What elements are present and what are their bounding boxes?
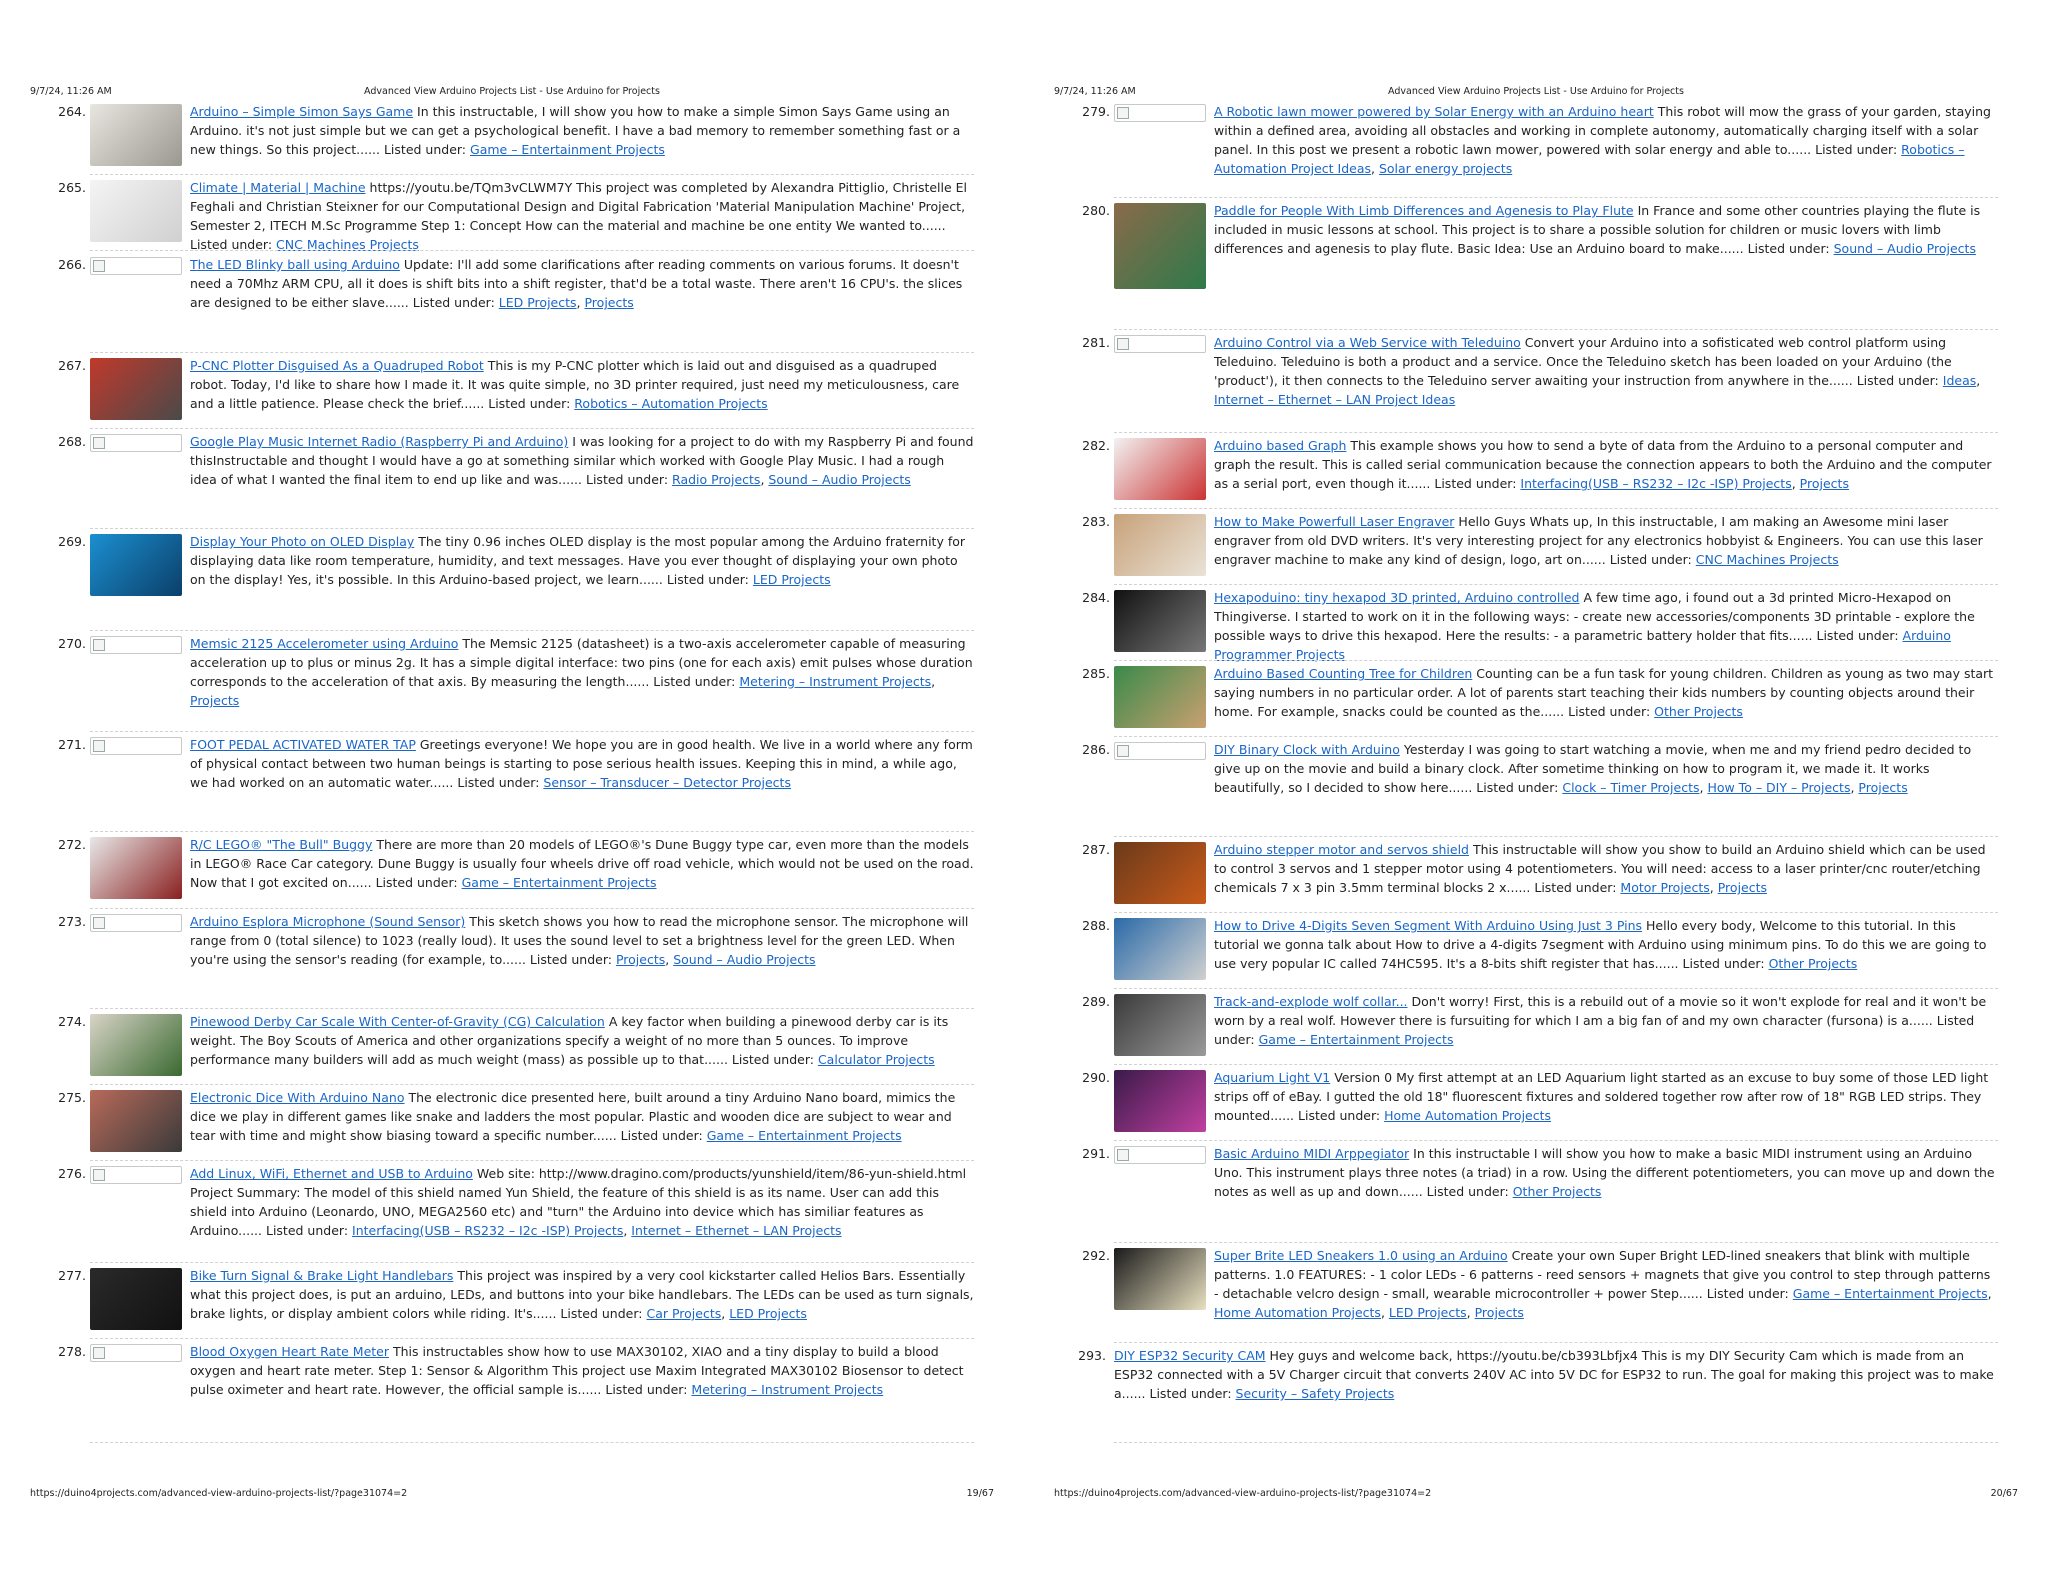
project-summary: This project was inspired by a very cool kickstarter called Helios Bars. Essentially what this project does, is put an arduino, LEDs, and buttons into your bike handlebars. The LEDs can be used as turn signals, brake lights, or display ambient colors while riding. It's...... xyxy=(190,1268,974,1321)
item-divider xyxy=(1114,912,1998,913)
listed-under-label: Listed under: xyxy=(1609,552,1692,567)
project-summary: In France and some other countries playing the flute is included in music lessons at school. This project is to share a possible solution for children or music lovers with limb differences and agenesis to play flute. Basic Idea: Use an Arduino board to make...... xyxy=(1214,203,1981,256)
project-summary: Version 0 My first attempt at an LED Aquarium light started as an excuse to buy some of those LED light strips off of eBay. I gutted the old 18" fluorescent fixtures and soldered together row after row of 18" RGB LED strips. They mounted...... xyxy=(1214,1070,1989,1123)
listed-under-label: Listed under: xyxy=(265,1223,349,1238)
project-thumbnail-image[interactable] xyxy=(90,358,182,420)
item-divider xyxy=(90,1160,974,1161)
category-separator: , xyxy=(931,674,936,689)
item-number: 280. xyxy=(1082,203,1110,218)
item-description-block xyxy=(1214,992,1998,1049)
project-title-link[interactable]: Blood Oxygen Heart Rate Meter xyxy=(190,1344,390,1359)
project-thumbnail-image[interactable] xyxy=(1114,514,1206,576)
broken-image-icon[interactable] xyxy=(1114,104,1206,122)
header-date: 9/7/24, 11:26 AM xyxy=(30,86,112,97)
project-summary: Yesterday I was going to start watching a movie, when me and my friend pedro decided to give up on the movie and build a binary clock. After sometime thinking on how to program it, we made it. It works beautifully, so I decided to show here...... xyxy=(1214,742,1972,795)
category-separator: , xyxy=(623,1223,632,1238)
project-title-link[interactable]: How to Make Powerfull Laser Engraver xyxy=(1214,514,1455,529)
project-summary: Greetings everyone! We hope you are in good health. We live in a world where any form of physical contact between two human beings is starting to pose serious health issues. Keeping this in mind, a while ago, we had worked on an automatic water...... xyxy=(190,737,973,790)
category-separator: , xyxy=(1976,373,1981,388)
item-divider xyxy=(90,630,974,631)
category-link[interactable]: Projects xyxy=(190,693,240,708)
footer-url[interactable]: https://duino4projects.com/advanced-view-arduino-projects-list/?page31074=2 xyxy=(30,1488,408,1499)
item-divider xyxy=(1114,836,1998,837)
broken-image-icon[interactable] xyxy=(90,434,182,452)
category-link[interactable]: Security – Safety Projects xyxy=(1235,1386,1395,1401)
item-divider xyxy=(1114,1140,1998,1141)
item-description-block xyxy=(1214,436,1998,493)
project-thumbnail-image[interactable] xyxy=(90,180,182,242)
item-divider xyxy=(90,1262,974,1263)
project-title-link[interactable]: Basic Arduino MIDI Arppegiator xyxy=(1214,1146,1410,1161)
item-number: 265. xyxy=(58,180,86,195)
item-description-block xyxy=(190,432,974,489)
category-link[interactable]: Projects xyxy=(1799,476,1849,491)
project-thumbnail-image[interactable] xyxy=(1114,842,1206,904)
project-title-link[interactable]: Memsic 2125 Accelerometer using Arduino xyxy=(190,636,459,651)
item-number: 286. xyxy=(1082,742,1110,757)
category-link[interactable]: Sound – Audio Projects xyxy=(768,472,911,487)
item-number: 279. xyxy=(1082,104,1110,119)
listed-under-label: Listed under: xyxy=(1856,373,1939,388)
header-title: Advanced View Arduino Projects List - Use Arduino for Projects xyxy=(364,86,660,97)
item-description-block xyxy=(190,178,974,254)
item-description-block xyxy=(190,835,974,892)
project-thumbnail-image[interactable] xyxy=(1114,666,1206,728)
category-separator: , xyxy=(1850,780,1859,795)
listed-under-label: Listed under: xyxy=(529,952,612,967)
project-title-link[interactable]: FOOT PEDAL ACTIVATED WATER TAP xyxy=(190,737,416,752)
project-thumbnail-image[interactable] xyxy=(90,837,182,899)
category-link[interactable]: Game – Entertainment Projects xyxy=(706,1128,902,1143)
item-description-block xyxy=(1214,201,1998,258)
project-summary: In this instructable I will show you how to make a basic MIDI instrument using an Arduino Uno. This instrument plays three notes (a triad) in a row. Using the different potentiometers, you can move up and down the notes as well as up and down...... xyxy=(1214,1146,1995,1199)
project-summary: This instructable will show you show to build an Arduino shield which can be used to control 3 servos and 1 stepper motor using 4 potentiometers. You will need: access to a laser printer/cnc router/etching chemicals 7 x 3 pin 3.5mm terminal blocks 2 x...... xyxy=(1214,842,1986,895)
project-summary: I was looking for a project to do with my Raspberry Pi and found thisInstructable and thought I would have a go at something similar which worked with Google Play Music. I had a rough idea of what I wanted the final item to end up like and was...... xyxy=(190,434,974,487)
broken-image-icon[interactable] xyxy=(1114,1146,1206,1164)
item-description-block xyxy=(1214,664,1998,721)
item-divider xyxy=(90,1084,974,1085)
category-link[interactable]: LED Projects xyxy=(498,295,577,310)
category-link[interactable]: Projects xyxy=(1474,1305,1524,1320)
listed-under-label: Listed under: xyxy=(375,875,458,890)
item-description-block xyxy=(190,1266,974,1323)
footer-url[interactable]: https://duino4projects.com/advanced-view-arduino-projects-list/?page31074=2 xyxy=(1054,1488,1432,1499)
category-link[interactable]: Internet – Ethernet – LAN Project Ideas xyxy=(1214,392,1456,407)
item-divider xyxy=(90,831,974,832)
project-summary: https://youtu.be/TQm3vCLWM7Y This project was completed by Alexandra Pittiglio, Christelle El Feghali and Christian Steixner for our Computational Design and Digital Fabrication 'Material Manipulation Machine' Project, Semester 2, ITECH M.Sc Programme Step 1: Concept How can the material and machine be one entity We wanted to...... xyxy=(190,180,968,233)
broken-image-icon[interactable] xyxy=(90,914,182,932)
item-divider xyxy=(1114,329,1998,330)
project-summary: Don't worry! First, this is a rebuild out of a movie so it won't explode for real and it won't be worn by a real wolf. However there is fursuiting for which I am a big fan of and my own character (fursona) is a...... xyxy=(1214,994,1987,1028)
category-separator: , xyxy=(576,295,585,310)
listed-under-label: Listed under: xyxy=(1476,780,1559,795)
item-divider xyxy=(1114,197,1998,198)
pdf-page-20 xyxy=(1024,0,2048,1582)
broken-image-icon[interactable] xyxy=(90,636,182,654)
listed-under-label: Listed under: xyxy=(1747,241,1830,256)
item-number: 287. xyxy=(1082,842,1110,857)
project-summary: A key factor when building a pinewood derby car is its weight. The Boy Scouts of America and other organizations specify a weight of no more than 5 ounces. To improve performance many builders will add as much weight (mass) as possible up to that...... xyxy=(190,1014,949,1067)
item-divider xyxy=(1114,1242,1998,1243)
project-title-link[interactable]: Display Your Photo on OLED Display xyxy=(190,534,415,549)
category-link[interactable]: Metering – Instrument Projects xyxy=(691,1382,884,1397)
project-title-link[interactable]: Hexapoduino: tiny hexapod 3D printed, Arduino controlled xyxy=(1214,590,1580,605)
item-number: 277. xyxy=(58,1268,86,1283)
project-title-link[interactable]: Arduino stepper motor and servos shield xyxy=(1214,842,1469,857)
category-link[interactable]: Game – Entertainment Projects xyxy=(470,142,665,157)
item-description-block xyxy=(1214,333,1998,409)
category-separator: , xyxy=(1791,476,1800,491)
item-divider xyxy=(90,428,974,429)
category-link[interactable]: Sensor – Transducer – Detector Projects xyxy=(543,775,791,790)
project-title-link[interactable]: Add Linux, WiFi, Ethernet and USB to Arduino xyxy=(190,1166,473,1181)
listed-under-label: Listed under: xyxy=(586,472,669,487)
project-title-link[interactable]: Bike Turn Signal & Brake Light Handlebars xyxy=(190,1268,454,1283)
item-divider xyxy=(90,528,974,529)
item-number: 270. xyxy=(58,636,86,651)
project-summary: This example shows you how to send a byte of data from the Arduino to a personal computer and graph the result. This is called serial communication because the connection appears to both the Arduino and the computer as a serial port, even though it...... xyxy=(1214,438,1992,491)
item-description-block xyxy=(190,356,974,413)
item-description-block xyxy=(1214,740,1998,797)
item-description-block xyxy=(1214,588,1998,664)
item-number: 291. xyxy=(1082,1146,1110,1161)
project-title-link[interactable]: The LED Blinky ball using Arduino xyxy=(190,257,400,272)
category-link[interactable]: Sound – Audio Projects xyxy=(1833,241,1976,256)
item-description-block xyxy=(190,532,974,589)
category-link[interactable]: Car Projects xyxy=(646,1306,722,1321)
page-number: 20/67 xyxy=(1990,1488,2018,1499)
category-link[interactable]: Motor Projects xyxy=(1620,880,1710,895)
item-description-block xyxy=(190,912,974,969)
category-link[interactable]: Projects xyxy=(1858,780,1908,795)
item-description-block xyxy=(190,102,974,159)
project-summary: This robot will mow the grass of your garden, staying within a defined area, avoiding all obstacles and working in complete autonomy, automatically charging itself with a solar panel. In this post we present a robotic lawn mower, powered with solar energy and able to...... xyxy=(1214,104,1991,157)
project-title-link[interactable]: Aquarium Light V1 xyxy=(1214,1070,1331,1085)
item-number: 289. xyxy=(1082,994,1110,1009)
project-title-link[interactable]: DIY ESP32 Security CAM xyxy=(1114,1348,1266,1363)
category-link[interactable]: Other Projects xyxy=(1768,956,1858,971)
item-description-block xyxy=(190,1164,974,1240)
page-number: 19/67 xyxy=(966,1488,994,1499)
item-number: 285. xyxy=(1082,666,1110,681)
item-number: 290. xyxy=(1082,1070,1110,1085)
category-link[interactable]: Home Automation Projects xyxy=(1214,1305,1381,1320)
item-number: 264. xyxy=(58,104,86,119)
category-link[interactable]: CNC Machines Projects xyxy=(276,237,419,252)
category-separator: , xyxy=(1987,1286,1992,1301)
project-title-link[interactable]: Paddle for People With Limb Differences and Agenesis to Play Flute xyxy=(1214,203,1634,218)
project-thumbnail-image[interactable] xyxy=(90,1090,182,1152)
item-divider xyxy=(1114,988,1998,989)
listed-under-label: Listed under: xyxy=(190,237,273,252)
project-title-link[interactable]: Pinewood Derby Car Scale With Center-of-Gravity (CG) Calculation xyxy=(190,1014,605,1029)
listed-under-label: Listed under: xyxy=(412,295,495,310)
category-link[interactable]: Home Automation Projects xyxy=(1384,1108,1552,1123)
category-separator: , xyxy=(1709,880,1718,895)
project-title-link[interactable]: P-CNC Plotter Disguised As a Quadruped Robot xyxy=(190,358,484,373)
project-summary: Counting can be a fun task for young children. Children as young as two may start saying numbers in no particular order. A lot of parents start teaching their kids numbers by counting objects around their home. For example, snacks could be counted as the...... xyxy=(1214,666,1994,719)
project-summary: Hello every body, Welcome to this tutorial. In this tutorial we gonna talk about How to drive a 4-digits 7segment with Arduino using minimum pins. To do this we are going to use very popular IC called 74HC595. It's a 8-bits shift register that has...... xyxy=(1214,918,1987,971)
category-link[interactable]: Sound – Audio Projects xyxy=(673,952,816,967)
category-link[interactable]: Radio Projects xyxy=(672,472,761,487)
listed-under-label: Listed under: xyxy=(1426,1184,1509,1199)
item-description-block xyxy=(190,735,974,792)
project-title-link[interactable]: Google Play Music Internet Radio (Raspberry Pi and Arduino) xyxy=(190,434,569,449)
category-separator: , xyxy=(1371,161,1379,176)
item-number: 273. xyxy=(58,914,86,929)
category-link[interactable]: How To – DIY – Projects xyxy=(1707,780,1851,795)
project-title-link[interactable]: Arduino Control via a Web Service with Teleduino xyxy=(1214,335,1521,350)
category-link[interactable]: Projects xyxy=(1717,880,1768,895)
item-number: 266. xyxy=(58,257,86,272)
project-summary: This instructables show how to use MAX30102, XIAO and a tiny display to build a blood oxygen and heart rate meter. Step 1: Sensor & Algorithm This project use Maxim Integrated MAX30102 Biosensor to detect pulse oximeter and heart rate. However, the official sample is...... xyxy=(190,1344,964,1397)
broken-image-icon[interactable] xyxy=(90,1344,182,1362)
item-divider xyxy=(1114,736,1998,737)
item-description-block xyxy=(190,1012,974,1069)
item-number: 278. xyxy=(58,1344,86,1359)
item-number: 267. xyxy=(58,358,86,373)
broken-image-icon[interactable] xyxy=(90,257,182,275)
project-thumbnail-image[interactable] xyxy=(90,1014,182,1076)
project-summary: Web site: http://www.dragino.com/products/yunshield/item/86-yun-shield.html Project Summary: The model of this shield named Yun Shield, the feature of this shield is as its name. User can add this shield into Arduino (Leonardo, UNO, MEGA2560 etc) and "turn" the Arduino into device which has similiar features as Arduino...... xyxy=(190,1166,967,1238)
category-link[interactable]: Calculator Projects xyxy=(817,1052,935,1067)
item-description-block xyxy=(1214,916,1998,973)
project-thumbnail-image[interactable] xyxy=(1114,918,1206,980)
project-title-link[interactable]: Super Brite LED Sneakers 1.0 using an Arduino xyxy=(1214,1248,1508,1263)
item-number: 292. xyxy=(1082,1248,1110,1263)
category-link[interactable]: Interfacing(USB – RS232 – I2c -ISP) Projects xyxy=(352,1223,624,1238)
item-divider xyxy=(1114,508,1998,509)
project-thumbnail-image[interactable] xyxy=(1114,590,1206,652)
category-separator: , xyxy=(721,1306,730,1321)
project-title-link[interactable]: Arduino Esplora Microphone (Sound Sensor) xyxy=(190,914,466,929)
project-summary: The tiny 0.96 inches OLED display is the most popular among the Arduino fraternity for displaying data like room temperature, humidity, and text messages. Have you ever thought of displaying your own photo on the display! Yes, it's possible. In this Arduino-based project, we learn...... xyxy=(190,534,966,587)
listed-under-label: Listed under: xyxy=(1706,1286,1789,1301)
listed-under-label: Listed under: xyxy=(1816,628,1899,643)
project-thumbnail-image[interactable] xyxy=(90,1268,182,1330)
project-summary: The Memsic 2125 (datasheet) is a two-axis accelerometer capable of measuring acceleration up to plus or minus 2g. It has a simple digital interface: two pins (one for each axis) emit pulses whose duration corresponds to the acceleration of that axis. By measuring the length...... xyxy=(190,636,973,689)
item-description-block xyxy=(1214,840,1998,897)
category-link[interactable]: Interfacing(USB – RS232 – I2c -ISP) Projects xyxy=(1520,476,1792,491)
item-description-block xyxy=(1214,1246,1998,1322)
project-summary: Update: I'll add some clarifications after reading comments on various forums. It doesn't need a 70Mhz ARM CPU, all it does is shift bits into a shift register, that'd be a total waste. There aren't 16 CPU's. the slices are designed to be either slave...... xyxy=(190,257,963,310)
listed-under-label: Listed under: xyxy=(1534,880,1617,895)
item-number: 284. xyxy=(1082,590,1110,605)
category-link[interactable]: Robotics – Automation Projects xyxy=(574,396,768,411)
project-summary: There are more than 20 models of LEGO®'s Dune Buggy type car, even more than the models in LEGO® Race Car category. Dune Buggy is usually four wheels drive off road vehicle, which would not be used on the road. Now that I got excited on...... xyxy=(190,837,974,890)
project-summary: This sketch shows you how to read the microphone sensor. The microphone will range from 0 (total silence) to 1023 (really loud). It uses the sound level to set a brightness level for the green LED. When you're using the sensor's reading (for example, to...... xyxy=(190,914,969,967)
item-divider xyxy=(1114,1064,1998,1065)
listed-under-label: Listed under: xyxy=(560,1306,643,1321)
category-separator: , xyxy=(760,472,769,487)
broken-image-icon[interactable] xyxy=(1114,742,1206,760)
header-title: Advanced View Arduino Projects List - Use Arduino for Projects xyxy=(1388,86,1684,97)
item-number: 268. xyxy=(58,434,86,449)
item-number: 283. xyxy=(1082,514,1110,529)
category-link[interactable]: LED Projects xyxy=(752,572,831,587)
item-number: 293. xyxy=(1078,1348,1106,1363)
project-summary: Create your own Super Bright LED-lined sneakers that blink with multiple patterns. 1.0 FEATURES: - 1 color LEDs - 6 patterns - reed sensors + magnets that give you control to step through patterns - detachable velcro design - small, wearable microcontroller + power Step...... xyxy=(1214,1248,1991,1301)
item-divider xyxy=(90,1442,974,1443)
item-description-block xyxy=(1114,1346,1998,1403)
item-number: 274. xyxy=(58,1014,86,1029)
listed-under-label: Listed under: xyxy=(383,142,467,157)
category-link[interactable]: Internet – Ethernet – LAN Projects xyxy=(631,1223,842,1238)
project-thumbnail-image[interactable] xyxy=(1114,994,1206,1056)
item-description-block xyxy=(1214,512,1998,569)
listed-under-label: Listed under: xyxy=(1568,704,1651,719)
project-summary: In this instructable, I will show you how to make a simple Simon Says Game using an Arduino. it's not just simple but we can get a psychological benefit. I have a bad memory to remember something fast or a new things. So this project...... xyxy=(190,104,961,157)
category-link[interactable]: Ideas xyxy=(1942,373,1977,388)
item-divider xyxy=(1114,660,1998,661)
project-summary: Hey guys and welcome back, https://youtu.be/cb393Lbfjx4 This is my DIY Security Cam which is made from an ESP32 connected with a 5V Charger circuit that converts 240V AC into 5V DC for ESP32 to run. The goal for making this project was to make a...... xyxy=(1114,1348,1994,1401)
project-thumbnail-image[interactable] xyxy=(1114,1248,1206,1310)
project-title-link[interactable]: How to Drive 4-Digits Seven Segment With Arduino Using Just 3 Pins xyxy=(1214,918,1643,933)
item-divider xyxy=(1114,432,1998,433)
category-link[interactable]: LED Projects xyxy=(729,1306,807,1321)
category-link[interactable]: Robotics – Automation Project Ideas xyxy=(1214,142,1965,176)
item-number: 282. xyxy=(1082,438,1110,453)
item-description-block xyxy=(1214,1068,1998,1125)
project-title-link[interactable]: A Robotic lawn mower powered by Solar Energy with an Arduino heart xyxy=(1214,104,1654,119)
category-link[interactable]: Game – Entertainment Projects xyxy=(1258,1032,1454,1047)
category-separator: , xyxy=(665,952,674,967)
listed-under-label: Listed under: xyxy=(1682,956,1765,971)
listed-under-label: Listed under: xyxy=(1298,1108,1381,1123)
item-number: 272. xyxy=(58,837,86,852)
project-summary: Convert your Arduino into a sofisticated web control platform using Teleduino. Teleduino is both a product and a service. Once the Teleduino sketch has been loaded on your Arduino (the 'product'), it then connects to the Teleduino server awaiting your instruction from anywhere in the...... xyxy=(1214,335,1952,388)
project-title-link[interactable]: Electronic Dice With Arduino Nano xyxy=(190,1090,405,1105)
listed-under-label: Listed under: xyxy=(457,775,540,790)
broken-image-icon[interactable] xyxy=(90,737,182,755)
listed-under-label: Listed under: xyxy=(1214,1013,1975,1047)
listed-under-label: Listed under: xyxy=(1434,476,1517,491)
category-separator: , xyxy=(1466,1305,1475,1320)
item-description-block xyxy=(190,1342,974,1399)
category-link[interactable]: LED Projects xyxy=(1388,1305,1467,1320)
project-title-link[interactable]: Arduino based Graph xyxy=(1214,438,1347,453)
project-title-link[interactable]: Climate | Material | Machine xyxy=(190,180,366,195)
project-title-link[interactable]: Arduino Based Counting Tree for Children xyxy=(1214,666,1473,681)
project-title-link[interactable]: DIY Binary Clock with Arduino xyxy=(1214,742,1400,757)
item-divider xyxy=(1114,1342,1998,1343)
item-divider xyxy=(90,174,974,175)
project-thumbnail-image[interactable] xyxy=(1114,203,1206,289)
project-thumbnail-image[interactable] xyxy=(1114,1070,1206,1132)
item-divider xyxy=(1114,584,1998,585)
item-divider xyxy=(90,908,974,909)
project-thumbnail-image[interactable] xyxy=(90,104,182,166)
item-number: 275. xyxy=(58,1090,86,1105)
project-thumbnail-image[interactable] xyxy=(90,534,182,596)
item-divider xyxy=(1114,1442,1998,1443)
listed-under-label: Listed under: xyxy=(1149,1386,1232,1401)
listed-under-label: Listed under: xyxy=(731,1052,814,1067)
project-title-link[interactable]: Arduino – Simple Simon Says Game xyxy=(190,104,414,119)
category-link[interactable]: Metering – Instrument Projects xyxy=(739,674,932,689)
project-summary: This is my P-CNC plotter which is laid out and disguised as a quadruped robot. Today, I'd like to share how I made it. It was quite simple, no 3D printer required, just need my meticulousness, care and a little patience. Please check the brief...... xyxy=(190,358,960,411)
category-link[interactable]: Other Projects xyxy=(1654,704,1743,719)
item-description-block xyxy=(190,1088,974,1145)
item-divider xyxy=(90,352,974,353)
listed-under-label: Listed under: xyxy=(666,572,749,587)
project-summary: The electronic dice presented here, built around a tiny Arduino Nano board, mimics the dice we play in different games like snake and ladders the most popular. Plastic and wooden dice are subject to wear and tear with time and might show biasing toward a specific number...... xyxy=(190,1090,956,1143)
project-title-link[interactable]: Track-and-explode wolf collar... xyxy=(1214,994,1408,1009)
item-number: 271. xyxy=(58,737,86,752)
item-description-block xyxy=(1214,102,1998,178)
item-description-block xyxy=(190,634,974,710)
item-description-block xyxy=(1214,1144,1998,1201)
project-thumbnail-image[interactable] xyxy=(1114,438,1206,500)
listed-under-label: Listed under: xyxy=(1815,142,1898,157)
listed-under-label: Listed under: xyxy=(620,1128,703,1143)
listed-under-label: Listed under: xyxy=(653,674,736,689)
category-link[interactable]: Projects xyxy=(615,952,666,967)
project-summary: A few time ago, i found out a 3d printed Micro-Hexapod on Thingiverse. I started to work on it in the following ways: - create new accessories/components 3D printable - explore the possible ways to drive this hexapod. Here the results: - a parametric battery holder that fits...... xyxy=(1214,590,1975,643)
header-date: 9/7/24, 11:26 AM xyxy=(1054,86,1136,97)
item-divider xyxy=(90,1008,974,1009)
listed-under-label: Listed under: xyxy=(488,396,571,411)
item-divider xyxy=(90,1338,974,1339)
category-link[interactable]: Other Projects xyxy=(1512,1184,1602,1199)
category-link[interactable]: Solar energy projects xyxy=(1378,161,1513,176)
category-separator: , xyxy=(1699,780,1708,795)
category-link[interactable]: Game – Entertainment Projects xyxy=(1792,1286,1988,1301)
item-divider xyxy=(90,731,974,732)
category-link[interactable]: CNC Machines Projects xyxy=(1695,552,1839,567)
project-title-link[interactable]: R/C LEGO® "The Bull" Buggy xyxy=(190,837,373,852)
item-description-block xyxy=(190,255,974,312)
item-number: 288. xyxy=(1082,918,1110,933)
category-link[interactable]: Game – Entertainment Projects xyxy=(461,875,657,890)
item-number: 269. xyxy=(58,534,86,549)
category-link[interactable]: Projects xyxy=(584,295,634,310)
item-number: 281. xyxy=(1082,335,1110,350)
listed-under-label: Listed under: xyxy=(605,1382,688,1397)
broken-image-icon[interactable] xyxy=(1114,335,1206,353)
item-number: 276. xyxy=(58,1166,86,1181)
item-divider xyxy=(90,250,974,251)
category-link[interactable]: Arduino Programmer Projects xyxy=(1214,628,1951,662)
category-separator: , xyxy=(1380,1305,1389,1320)
category-link[interactable]: Clock – Timer Projects xyxy=(1562,780,1700,795)
project-summary: Hello Guys Whats up, In this instructable, I am making an Awesome mini laser engraver from old DVD writers. It's very interesting project for any electronics hobbyist & Engineers. You can use this laser engraver machine to make any kind of design, logo, art on...... xyxy=(1214,514,1983,567)
broken-image-icon[interactable] xyxy=(90,1166,182,1184)
